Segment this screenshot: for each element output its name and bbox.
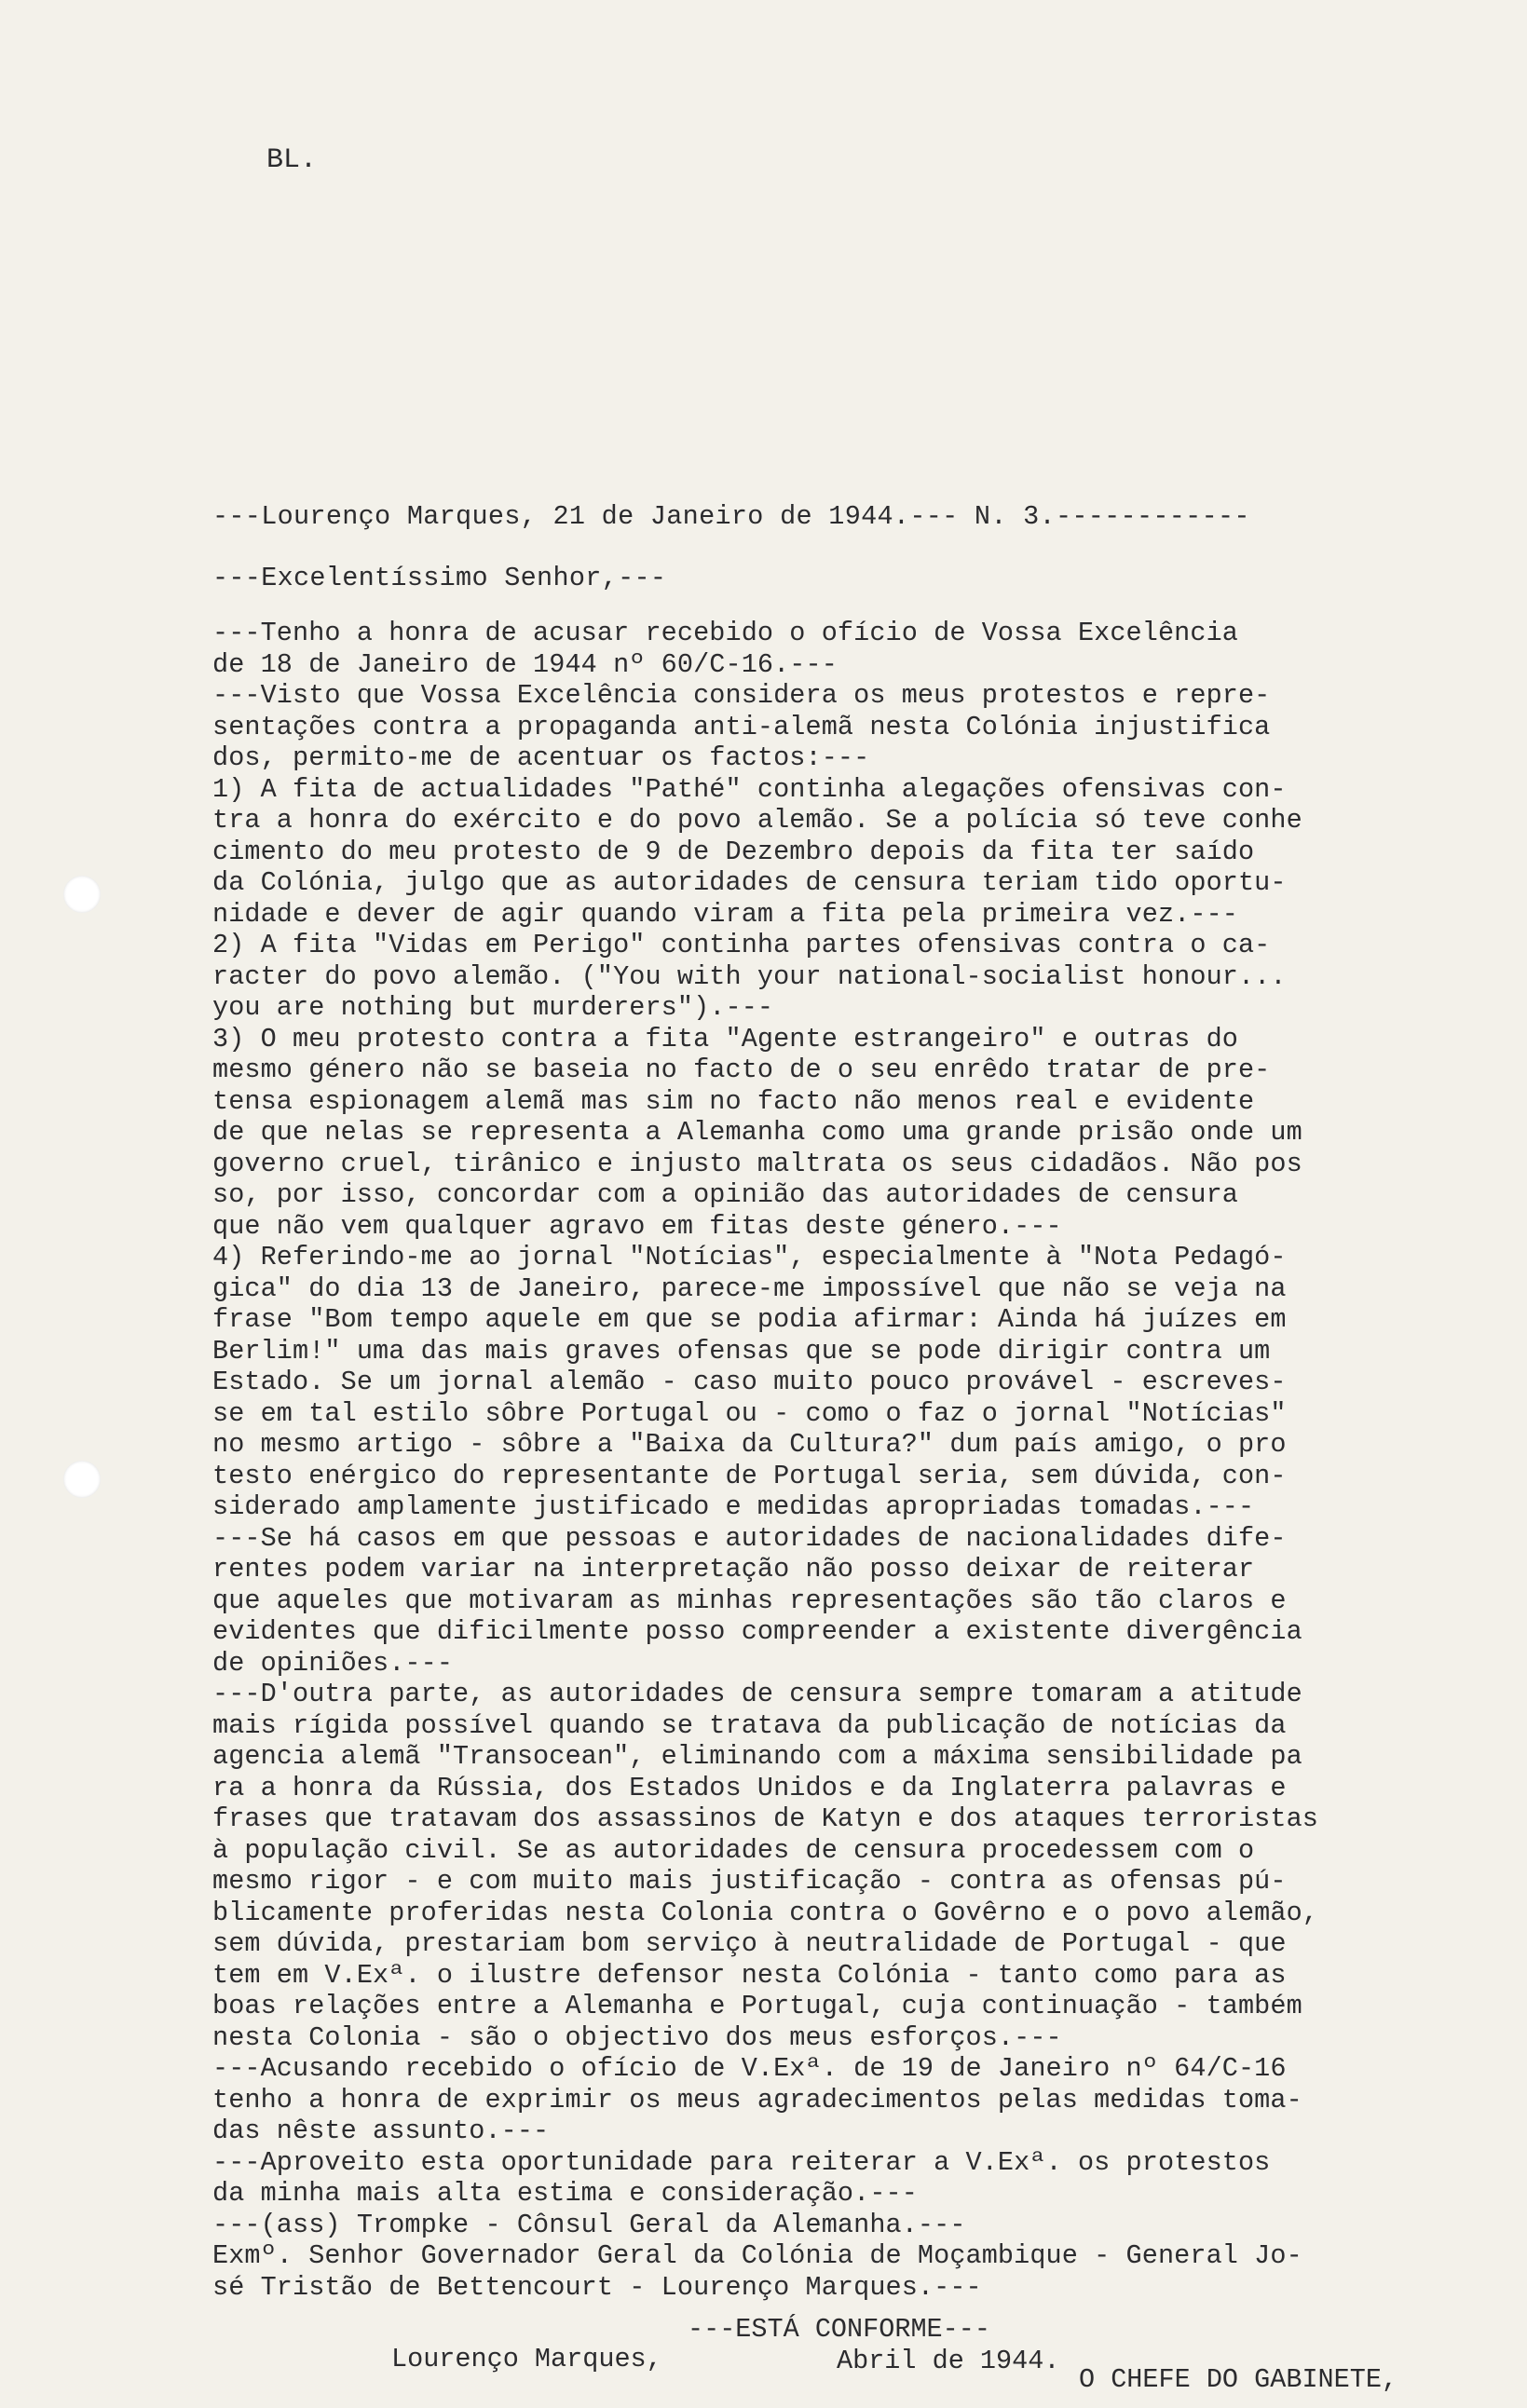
body-line: frase "Bom tempo aquele em que se podia afirmar: Ainda há juízes em	[212, 1304, 1287, 1335]
body-line: 3) O meu protesto contra a fita "Agente estrangeiro" e outras do	[212, 1023, 1238, 1054]
body-line: nidade e dever de agir quando viram a fita pela primeira vez.---	[212, 898, 1238, 930]
body-line: 4) Referindo-me ao jornal "Notícias", especialmente à "Nota Pedagó-	[212, 1242, 1287, 1272]
body-line: à população civil. Se as autoridades de censura procedessem com o	[212, 1834, 1255, 1866]
body-line: Exmº. Senhor Governador Geral da Colónia de Moçambique - General Jo-	[212, 2240, 1302, 2271]
body-line: de 18 de Janeiro de 1944 nº 60/C-16.---	[212, 648, 838, 680]
body-line: ---Se há casos em que pessoas e autoridades de nacionalidades dife-	[212, 1522, 1287, 1554]
body-line: boas relações entre a Alemanha e Portugal, cuja continuação - também	[212, 1991, 1302, 2021]
letter-body	[212, 618, 1489, 2303]
body-line: tenho a honra de exprimir os meus agradecimentos pelas medidas toma-	[212, 2084, 1302, 2116]
body-line: tensa espionagem alemã mas sim no facto não menos real e evidente	[212, 1085, 1255, 1117]
body-line: ---Acusando recebido o ofício de V.Exª. de 19 de Janeiro nº 64/C-16	[212, 2053, 1287, 2084]
body-line: que não vem qualquer agravo em fitas deste género.---	[212, 1210, 1062, 1242]
body-line: racter do povo alemão. ("You with your national-socialist honour...	[212, 960, 1287, 992]
body-line: se em tal estilo sôbre Portugal ou - como o faz o jornal "Notícias"	[212, 1397, 1287, 1429]
body-line: tra a honra do exército e do povo alemão. Se a polícia só teve conhe	[212, 805, 1302, 836]
body-line: cimento do meu protesto de 9 de Dezembro depois da fita ter saído	[212, 836, 1255, 867]
body-line: evidentes que dificilmente posso compreender a existente divergência	[212, 1616, 1302, 1647]
body-line: blicamente proferidas nesta Colonia contra o Govêrno e o povo alemão,	[212, 1897, 1318, 1928]
punch-hole-bottom	[63, 1461, 101, 1498]
body-line: Estado. Se um jornal alemão - caso muito pouco provável - escreves-	[212, 1367, 1287, 1397]
header-initials: BL.	[266, 144, 318, 176]
conforme-line: ---ESTÁ CONFORME---	[688, 2314, 990, 2345]
body-line: mesmo género não se baseia no facto de o seu enrêdo tratar de pre-	[212, 1054, 1271, 1085]
body-line: so, por isso, concordar com a opinião das autoridades de censura	[212, 1179, 1238, 1210]
body-line: rentes podem variar na interpretação não posso deixar de reiterar	[212, 1554, 1255, 1585]
footer-date: Abril de 1944.	[837, 2346, 1060, 2376]
body-line: ---Visto que Vossa Excelência considera os meus protestos e repre-	[212, 680, 1271, 711]
body-line: gica" do dia 13 de Janeiro, parece-me impossível que não se veja na	[212, 1272, 1287, 1304]
salutation: ---Excelentíssimo Senhor,---	[212, 563, 667, 593]
body-line: ---Aproveito esta oportunidade para reiterar a V.Exª. os protestos	[212, 2146, 1271, 2178]
body-line: no mesmo artigo - sôbre a "Baixa da Cultura?" dum país amigo, o pro	[212, 1429, 1287, 1460]
dateline: ---Lourenço Marques, 21 de Janeiro de 1944.--- N. 3.------------	[212, 501, 1250, 532]
body-line: ---(ass) Trompke - Cônsul Geral da Alemanha.---	[212, 2209, 966, 2240]
body-line: que aqueles que motivaram as minhas representações são tão claros e	[212, 1585, 1287, 1616]
body-line: de opiniões.---	[212, 1647, 454, 1679]
body-line: das nêste assunto.---	[212, 2116, 550, 2146]
body-line: tem em V.Exª. o ilustre defensor nesta Colónia - tanto como para as	[212, 1959, 1287, 1991]
body-line: 1) A fita de actualidades "Pathé" continha alegações ofensivas con-	[212, 773, 1287, 805]
body-line: nesta Colonia - são o objectivo dos meus esforços.---	[212, 2021, 1062, 2053]
body-line: de que nelas se representa a Alemanha como uma grande prisão onde um	[212, 1117, 1302, 1148]
body-line: siderado amplamente justificado e medidas apropriadas tomadas.---	[212, 1491, 1255, 1522]
body-line: da Colónia, julgo que as autoridades de censura teriam tido oportu-	[212, 867, 1287, 898]
body-line: sentações contra a propaganda anti-alemã nesta Colónia injustifica	[212, 711, 1271, 742]
body-line: you are nothing but murderers").---	[212, 992, 774, 1023]
body-line: dos, permito-me de acentuar os factos:---	[212, 742, 870, 773]
footer-place: Lourenço Marques,	[391, 2344, 662, 2374]
body-line: frases que tratavam dos assassinos de Katyn e dos ataques terroristas	[212, 1803, 1318, 1834]
body-line: Berlim!" uma das mais graves ofensas que se pode dirigir contra um	[212, 1335, 1271, 1367]
body-line: ---D'outra parte, as autoridades de censura sempre tomaram a atitude	[212, 1679, 1302, 1709]
body-line: sem dúvida, prestariam bom serviço à neutralidade de Portugal - que	[212, 1928, 1287, 1959]
body-line: mais rígida possível quando se tratava da publicação de notícias da	[212, 1709, 1287, 1741]
body-line: da minha mais alta estima e consideração.---	[212, 2178, 918, 2209]
body-line: agencia alemã "Transocean", eliminando com a máxima sensibilidade pa	[212, 1741, 1302, 1772]
body-line: ---Tenho a honra de acusar recebido o ofício de Vossa Excelência	[212, 618, 1238, 648]
body-line: testo enérgico do representante de Portugal seria, sem dúvida, con-	[212, 1460, 1287, 1491]
body-line: mesmo rigor - e com muito mais justificação - contra as ofensas pú-	[212, 1866, 1287, 1897]
punch-hole-top	[63, 876, 101, 913]
body-line: 2) A fita "Vidas em Perigo" continha partes ofensivas contra o ca-	[212, 930, 1271, 960]
body-line: ra a honra da Rússia, dos Estados Unidos e da Inglaterra palavras e	[212, 1772, 1287, 1803]
body-line: governo cruel, tirânico e injusto maltrata os seus cidadãos. Não pos	[212, 1148, 1302, 1179]
footer-chefe: O CHEFE DO GABINETE,	[1079, 2364, 1398, 2395]
body-line: sé Tristão de Bettencourt - Lourenço Marques.---	[212, 2271, 982, 2303]
